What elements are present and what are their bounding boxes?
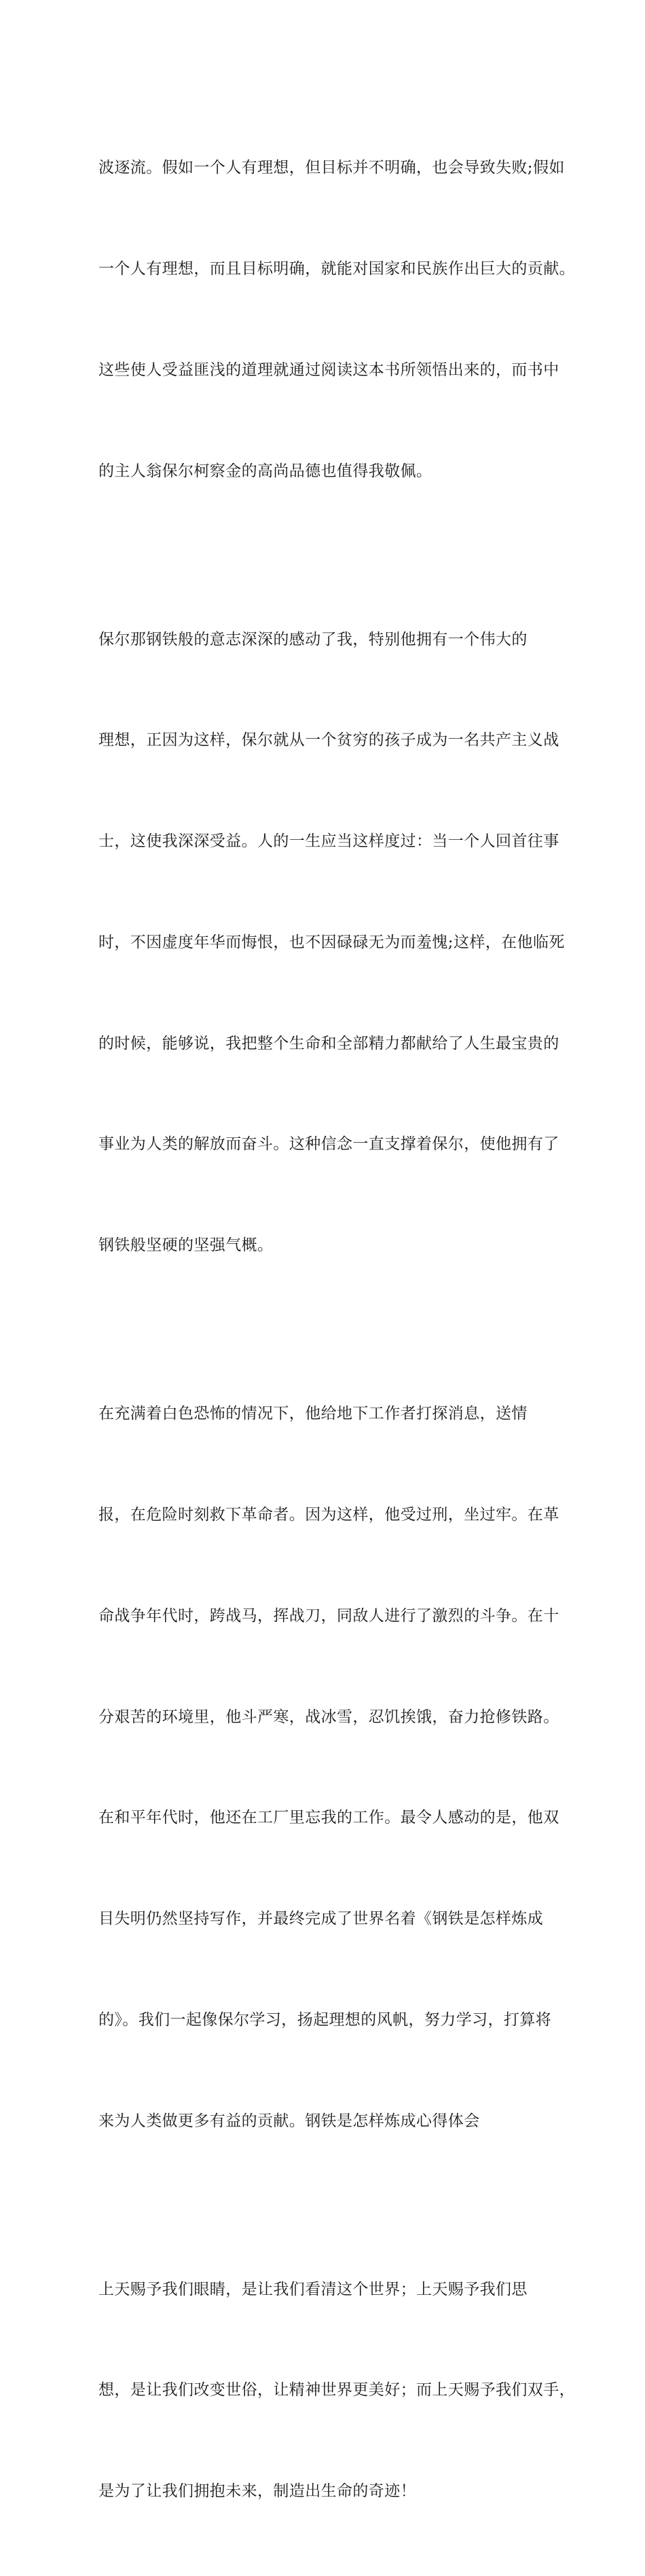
text-line: 一个人有理想，而且目标明确，就能对国家和民族作出巨大的贡献。 bbox=[98, 259, 575, 278]
text-line: 分艰苦的环境里，他斗严寒，战冰雪，忍饥挨饿，奋力抢修铁路。 bbox=[98, 1708, 559, 1726]
text-line: 的》。我们一起像保尔学习，扬起理想的风帆，努力学习，打算将 bbox=[98, 2010, 552, 2029]
text-line: 在充满着白色恐怖的情况下，他给地下工作者打探消息，送情 bbox=[98, 1405, 528, 1423]
text-line: 来为人类做更多有益的贡献。钢铁是怎样炼成心得体会 bbox=[98, 2112, 480, 2130]
paragraph-2 bbox=[98, 555, 565, 1330]
text-line: 士，这使我深深受益。人的一生应当这样度过：当一个人回首往事 bbox=[98, 832, 559, 851]
text-line: 上天赐予我们眼睛，是让我们看清这个世界；上天赐予我们思 bbox=[98, 2280, 528, 2298]
paragraph-1 bbox=[98, 84, 575, 555]
text-line: 目失明仍然坚持写作，并最终完成了世界名着《钢铁是怎样炼成 bbox=[98, 1910, 544, 1928]
text-line: 时，不因虚度年华而悔恨，也不因碌碌无为而羞愧;这样，在他临死 bbox=[98, 933, 565, 951]
text-line: 的主人翁保尔柯察金的高尚品德也值得我敬佩。 bbox=[98, 462, 432, 480]
text-line: 事业为人类的解放而奋斗。这种信念一直支撑着保尔，使他拥有了 bbox=[98, 1135, 559, 1154]
text-line: 理想，正因为这样，保尔就从一个贫穷的孩子成为一名共产主义战 bbox=[98, 731, 559, 750]
text-line: 是为了让我们拥抱未来，制造出生命的奇迹！ bbox=[98, 2482, 416, 2501]
text-line: 命战争年代时，跨战马，挥战刀，同敌人进行了激烈的斗争。在十 bbox=[98, 1606, 559, 1625]
text-line: 这些使人受益匪浅的道理就通过阅读这本书所领悟出来的，而书中 bbox=[98, 361, 559, 379]
text-line: 波逐流。假如一个人有理想，但目标并不明确，也会导致失败;假如 bbox=[98, 159, 565, 177]
paragraph-4 bbox=[98, 2205, 575, 2576]
text-line: 想，是让我们改变世俗，让精神世界更美好；而上天赐予我们双手， bbox=[98, 2381, 575, 2399]
body-text bbox=[98, 84, 575, 2576]
text-line: 保尔那钢铁般的意志深深的感动了我，特别他拥有一个伟大的 bbox=[98, 630, 528, 648]
text-line: 报，在危险时刻救下革命者。因为这样，他受过刑，坐过牢。在革 bbox=[98, 1505, 559, 1524]
text-line: 在和平年代时，他还在工厂里忘我的工作。最令人感动的是，他双 bbox=[98, 1809, 559, 1827]
text-line: 钢铁般坚硬的坚强气概。 bbox=[98, 1236, 274, 1255]
text-line: 的时候，能够说，我把整个生命和全部精力都献给了人生最宝贵的 bbox=[98, 1034, 559, 1052]
paragraph-3 bbox=[98, 1330, 559, 2205]
